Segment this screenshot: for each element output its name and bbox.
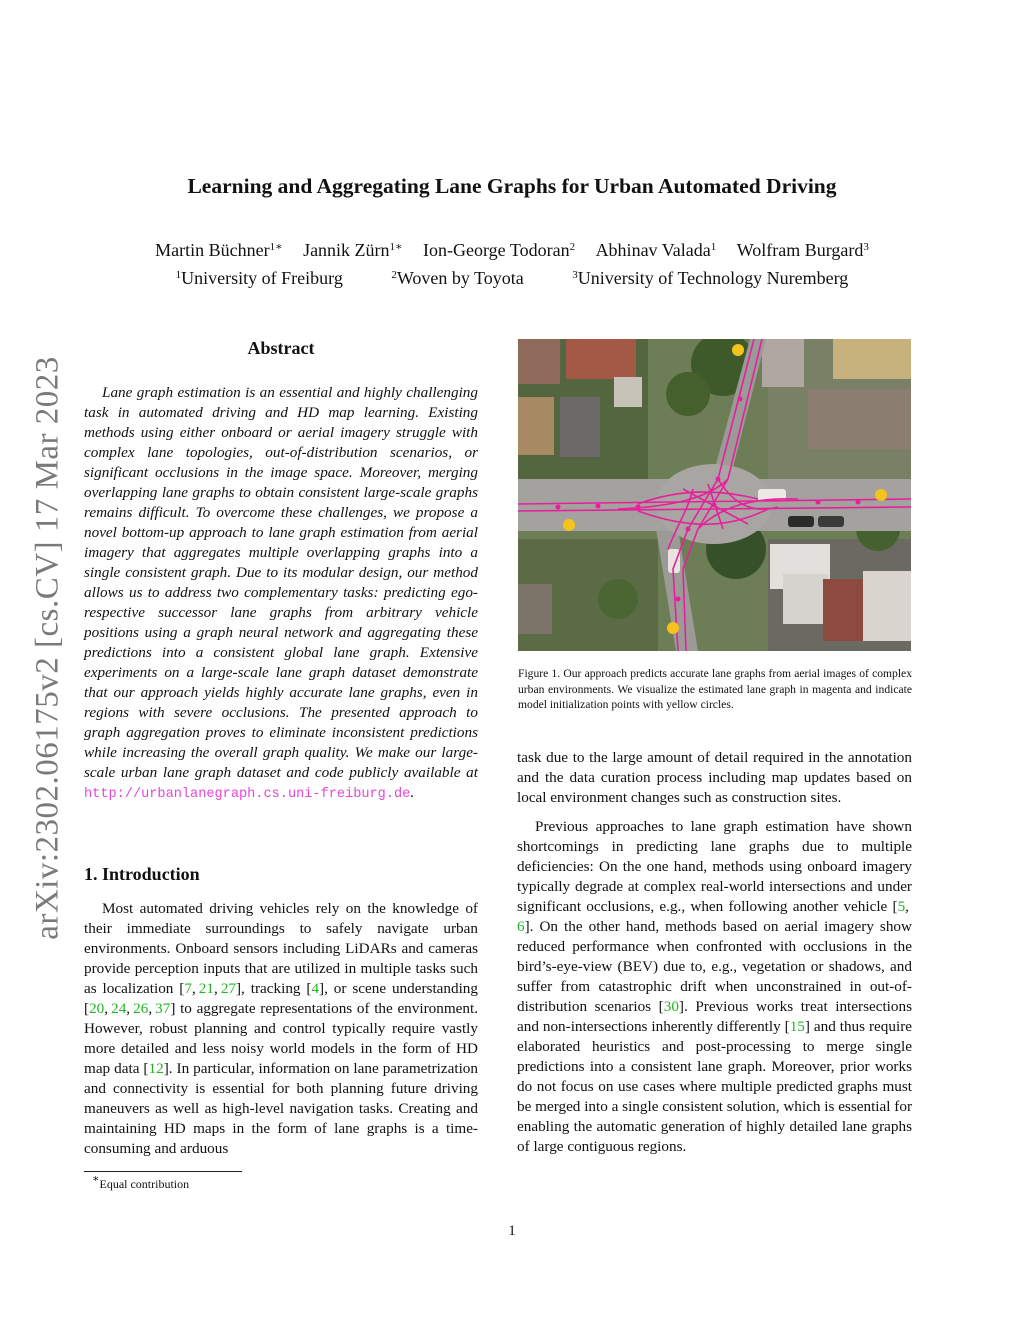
- citation-link[interactable]: 15: [789, 1018, 805, 1035]
- author: Wolfram Burgard$^3$: [736, 240, 869, 260]
- section-heading-introduction: 1. Introduction: [84, 864, 200, 884]
- dataset-link[interactable]: http://urbanlanegraph.cs.uni-freiburg.de: [84, 787, 411, 802]
- citation-link[interactable]: 5: [897, 898, 906, 915]
- citation-link[interactable]: 20: [89, 1000, 105, 1017]
- paper-title: Learning and Aggregating Lane Graphs for Urban Automated Driving: [187, 174, 837, 198]
- paragraph: task due to the large amount of detail required in the annotation and the data curation process including map updates based on local environment changes such as construction sites.: [517, 749, 912, 806]
- figure-caption: Figure 1. Our approach predicts accurate lane graphs from aerial images of complex urban environments. We visualize the estimated lane graph in magenta and indicate model initialization points with yellow circles.: [518, 667, 912, 712]
- author-list: [0, 240, 1024, 261]
- citation-link[interactable]: 37: [155, 1000, 171, 1017]
- citation-link[interactable]: 21: [198, 980, 214, 997]
- paragraph: Previous approaches to lane graph estimation have shown shortcomings in predicting lane graphs due to multiple deficiencies: On the one hand, methods using onboard imagery typically degrade at complex real-world intersections and under significant occlusions, e.g., when following another vehicle [5, 6]. On the other hand, methods based on aerial imagery show reduced performance when confronted with occlusions in the bird’s-eye-view (BEV) due to, e.g., vegetation or shadows, and suffer from catastrophic drift when unconstrained in out-of-distribution scenarios [30]. Previous works treat intersections and non-intersections inherently differently [15] and thus require elaborated heuristics and post-processing to merge single predictions into a consistent lane graph. Moreover, prior works do not focus on use cases where multiple predicted graphs must be merged into a single consistent solution, which is essential for enabling the automatic generation of highly detailed lane graphs of large contiguous regions.: [517, 818, 912, 1155]
- citation-link[interactable]: 12: [148, 1060, 164, 1077]
- citation-link[interactable]: 4: [311, 980, 320, 997]
- author: Jannik Zürn$^{1∗}$: [303, 240, 403, 260]
- aerial-lane-graph-figure: [518, 339, 911, 651]
- citation-link[interactable]: 24: [111, 1000, 127, 1017]
- author: Martin Büchner$^{1∗}$: [155, 240, 283, 260]
- author: Abhinav Valada$^1$: [595, 240, 717, 260]
- author: Ion-George Todoran$^2$: [423, 240, 576, 260]
- introduction-body: Most automated driving vehicles rely on the knowledge of their immediate surroundings to safely navigate urban environments. Onboard sensors including LiDARs and cameras provide perception inputs that are utilized in multiple tasks such as localization [7, 21, 27], tracking [4], or scene understanding [20, 24, 26, 37] to aggregate representations of the environment. However, robust planning and control typically require vastly more detailed and less noisy world models in the form of HD map data [12]. In particular, information on lane parametrization and connectivity is essential for both planning future driving maneuvers as well as high-level navigation tasks. Creating and maintaining HD maps in the form of lane graphs is a time-consuming and arduous: [84, 900, 478, 1157]
- introduction-continued: [517, 748, 912, 1157]
- affiliation-list: [0, 268, 1024, 289]
- footnote-divider: [84, 1171, 242, 1172]
- citation-link[interactable]: 26: [133, 1000, 149, 1017]
- affiliation: $^1$University of Freiburg: [175, 268, 343, 288]
- citation-link[interactable]: 6: [517, 918, 525, 935]
- abstract-body: Lane graph estimation is an essential and highly challenging task in automated driving and HD map learning. Existing methods using either onboard or aerial imagery struggle with complex lane topologies, out-of-distribution scenarios, or significant occlusions in the image space. Moreover, merging overlapping lane graphs to obtain consistent large-scale graphs remains difficult. To overcome these challenges, we propose a novel bottom-up approach to lane graph estimation from aerial imagery that aggregates multiple overlapping graphs into a single consistent graph. Due to its modular design, our method allows us to address two complementary tasks: predicting ego-respective successor lane graphs from arbitrary vehicle positions using a graph neural network and aggregating these predictions into a consistent global lane graph. Extensive experiments on a large-scale lane graph dataset demonstrate that our approach yields highly accurate lane graphs, even in regions with severe occlusions. The presented approach to graph aggregation proves to eliminate inconsistent predictions while increasing the overall graph quality. We make our large-scale urban lane graph dataset and code publicly available at http://urbanlanegraph.cs.uni-freiburg.de.: [84, 384, 478, 802]
- citation-link[interactable]: 27: [220, 980, 236, 997]
- aerial-image: [518, 339, 911, 651]
- citation-link[interactable]: 7: [184, 980, 192, 997]
- affiliation: $^3$University of Technology Nuremberg: [572, 268, 849, 288]
- arxiv-identifier: arXiv:2302.06175v2 [cs.CV] 17 Mar 2023: [29, 356, 66, 940]
- abstract-heading: Abstract: [247, 338, 315, 358]
- page-number: 1: [508, 1223, 516, 1239]
- affiliation: $^2$Woven by Toyota: [391, 268, 524, 288]
- citation-link[interactable]: 30: [663, 998, 679, 1015]
- footnote: ∗Equal contribution: [92, 1173, 190, 1191]
